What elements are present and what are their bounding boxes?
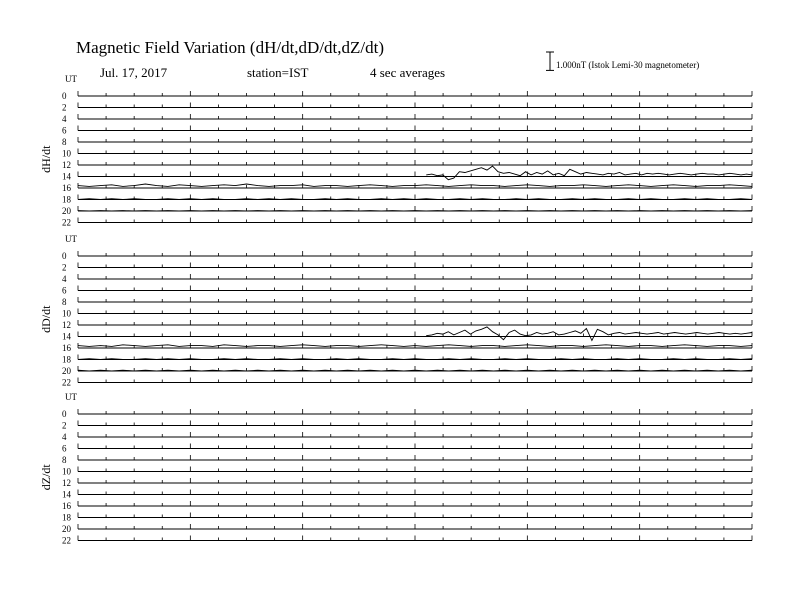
panel-ylabel: dD/dt: [39, 305, 53, 333]
chart-title: Magnetic Field Variation (dH/dt,dD/dt,dZ/dt): [76, 38, 385, 57]
row-label-ut-22: 22: [62, 217, 71, 228]
row-label-ut-20: 20: [62, 366, 71, 376]
row-label-ut-22: 22: [62, 377, 71, 388]
row-label-ut-12: 12: [62, 160, 71, 170]
scale-bar-label: 1.000nT (Istok Lemi-30 magnetometer): [556, 60, 700, 70]
row-label-ut-20: 20: [62, 524, 71, 534]
row-label-ut-10: 10: [62, 466, 71, 477]
row-label-ut-10: 10: [62, 148, 71, 159]
row-label-ut-20: 20: [62, 206, 71, 216]
averaging-label: 4 sec averages: [370, 65, 446, 80]
ut-axis-label: UT: [65, 392, 77, 402]
row-label-ut-0: 0: [62, 91, 67, 101]
panel-ylabel: dH/dt: [39, 145, 53, 173]
row-label-ut-4: 4: [62, 114, 67, 124]
row-label-ut-8: 8: [62, 455, 67, 465]
row-label-ut-16: 16: [62, 343, 71, 353]
station-label: station=IST: [247, 65, 309, 80]
row-label-ut-14: 14: [62, 331, 71, 342]
ut-axis-label: UT: [65, 74, 77, 84]
row-label-ut-10: 10: [62, 308, 71, 319]
row-label-ut-2: 2: [62, 262, 67, 273]
row-label-ut-18: 18: [62, 194, 71, 205]
row-label-ut-8: 8: [62, 297, 67, 307]
row-label-ut-16: 16: [62, 183, 71, 193]
row-label-ut-6: 6: [62, 285, 67, 296]
row-label-ut-22: 22: [62, 535, 71, 546]
row-label-ut-2: 2: [62, 102, 67, 113]
row-label-ut-6: 6: [62, 443, 67, 454]
row-label-ut-6: 6: [62, 125, 67, 136]
row-label-ut-14: 14: [62, 489, 71, 500]
row-label-ut-12: 12: [62, 478, 71, 488]
row-label-ut-2: 2: [62, 420, 67, 431]
row-label-ut-12: 12: [62, 320, 71, 330]
scale-bar: [546, 52, 554, 70]
row-label-ut-0: 0: [62, 251, 67, 261]
row-label-ut-4: 4: [62, 274, 67, 284]
date-label: Jul. 17, 2017: [100, 65, 168, 80]
row-label-ut-4: 4: [62, 432, 67, 442]
ut-axis-label: UT: [65, 234, 77, 244]
trace-ut-14: [426, 166, 752, 180]
row-label-ut-8: 8: [62, 137, 67, 147]
row-label-ut-18: 18: [62, 354, 71, 365]
trace-ut-14: [426, 327, 752, 341]
panel-dzdt: [39, 392, 752, 546]
panel-dhdt: [39, 74, 752, 228]
panel-ylabel: dZ/dt: [39, 464, 53, 491]
row-label-ut-18: 18: [62, 512, 71, 523]
row-label-ut-0: 0: [62, 409, 67, 419]
row-label-ut-14: 14: [62, 171, 71, 182]
row-label-ut-16: 16: [62, 501, 71, 511]
panel-dddt: [39, 234, 752, 388]
